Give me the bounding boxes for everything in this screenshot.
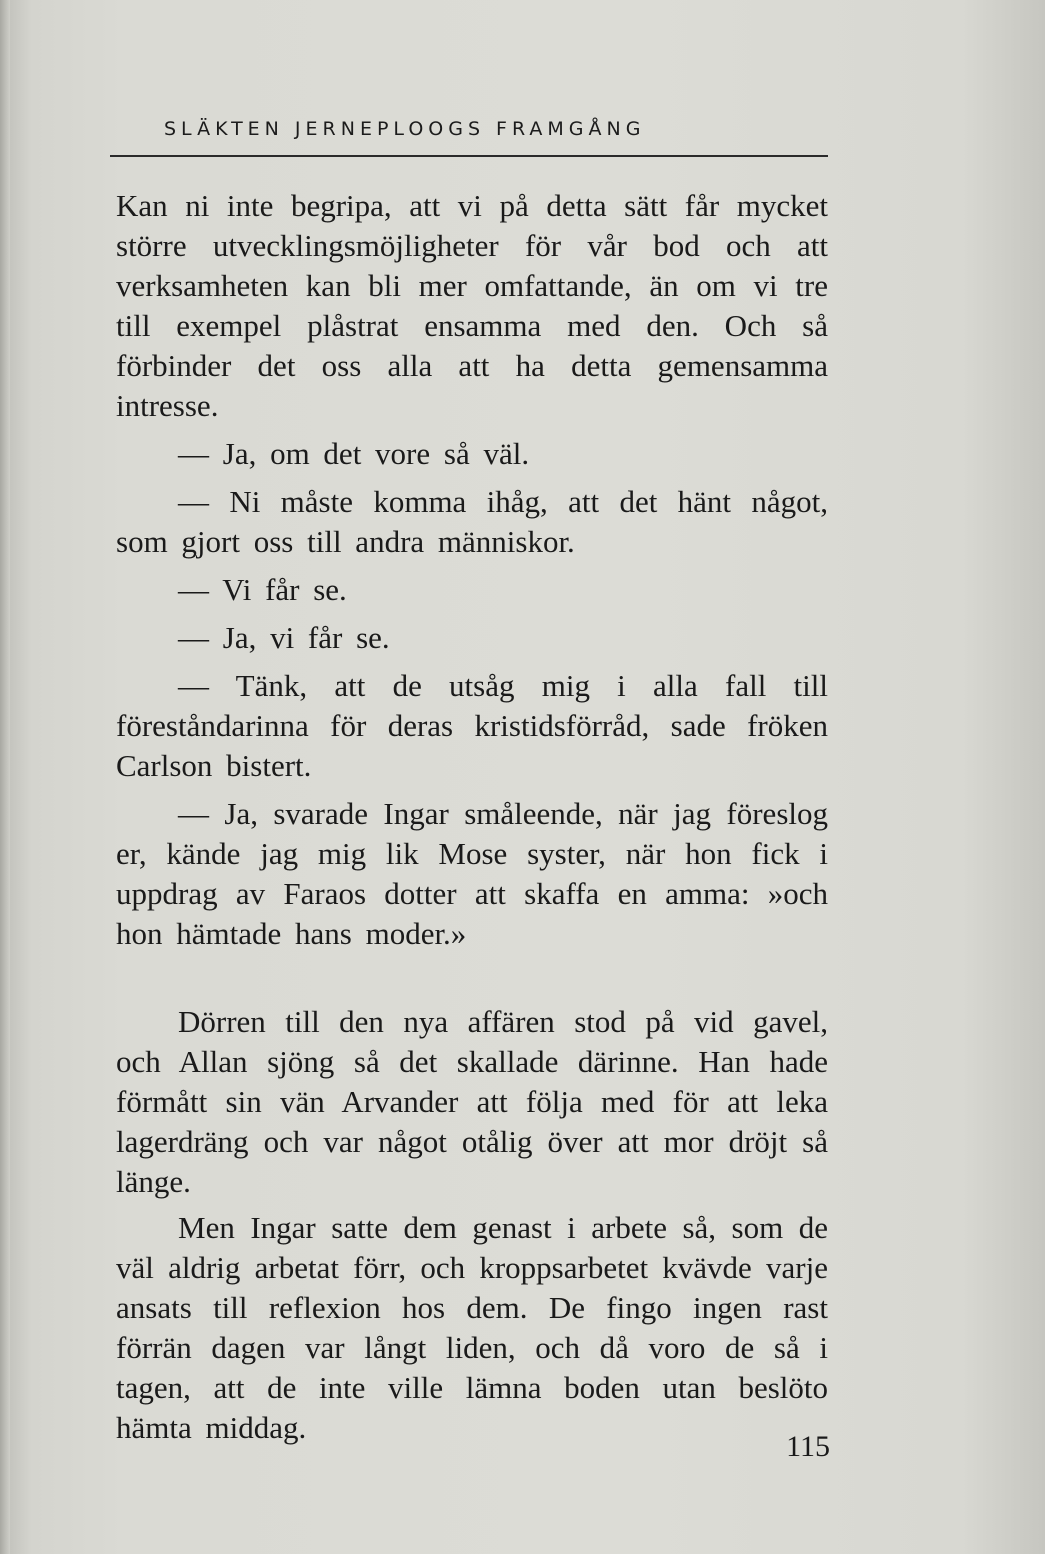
page-number: 115	[786, 1430, 830, 1463]
paragraph-7: — Ja, svarade Ingar småleende, när jag föreslog er, kände jag mig lik Mose syster, när hon fick i uppdrag av Faraos dotter att skaffa en amma: »och hon hämtade hans moder.»	[116, 796, 828, 951]
header-rule	[110, 155, 828, 157]
paragraph-9: Men Ingar satte dem genast i arbete så, som de väl aldrig arbetat förr, och kroppsarbetet kvävde varje ansats till reflexion hos dem. De fingo ingen rast förrän dagen var långt liden, och då voro de så i tagen, att de inte ville lämna boden utan beslöto hämta middag.	[116, 1210, 828, 1445]
paragraph-4: — Vi får se.	[178, 572, 347, 607]
page-gutter-shadow	[0, 0, 10, 1554]
paragraph-3: — Ni måste komma ihåg, att det hänt något, som gjort oss till andra människor.	[116, 484, 828, 559]
running-head: SLÄKTEN JERNEPLOOGS FRAMGÅNG	[164, 118, 646, 140]
paragraph-2: — Ja, om det vore så väl.	[178, 436, 530, 471]
paragraph-5: — Ja, vi får se.	[178, 620, 390, 655]
body-text	[116, 186, 828, 1448]
paragraph-1: Kan ni inte begripa, att vi på detta sätt får mycket större utvecklingsmöjligheter för vår bod och att verksamheten kan bli mer omfattande, än om vi tre till exempel plåstrat ensamma med den. Och så förbinder det oss alla att ha detta gemensamma intresse.	[116, 188, 828, 423]
paragraph-8: Dörren till den nya affären stod på vid gavel, och Allan sjöng så det skallade därinne. Han hade förmått sin vän Arvander att följa med för att leka lagerdräng och var något otålig över att mor dröjt så länge.	[116, 1004, 828, 1199]
paragraph-6: — Tänk, att de utsåg mig i alla fall till föreståndarinna för deras kristidsförråd, sade fröken Carlson bistert.	[116, 668, 828, 783]
